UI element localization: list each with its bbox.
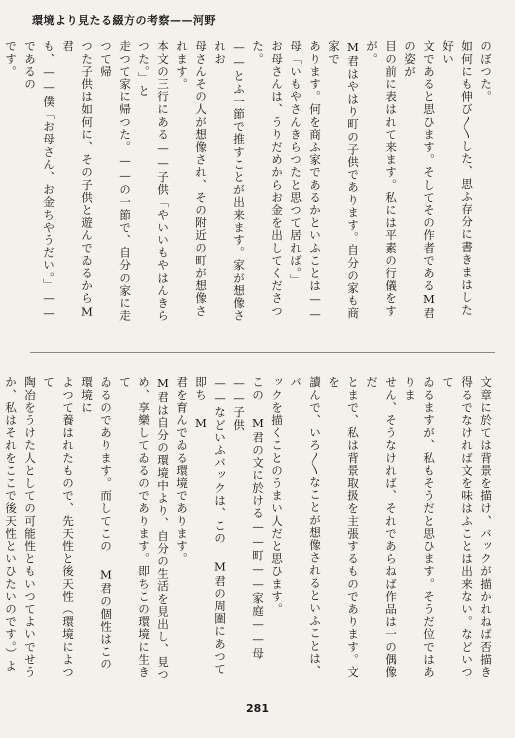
text-line: 目の前に表はれて来ます。私には平素の行儀をすが。 bbox=[365, 40, 398, 318]
text-line: 本文の三行にある——子供「やいいもやはんきらつた。」と bbox=[137, 40, 170, 322]
section-divider bbox=[30, 352, 495, 353]
text-line: ゐるますが、私もそうだと思ひます。そうだ位ではありま bbox=[403, 376, 436, 679]
text-line: です。 bbox=[4, 40, 18, 78]
text-line: 母さんその人が想像され、その附近の町が想像されます。 bbox=[175, 40, 208, 318]
text-line: ックを描くことのうまい人だと思ひます。 bbox=[270, 376, 284, 616]
text-line: つた子供は如何に、その子供と遊んでゐるからM君 bbox=[61, 40, 94, 320]
text-line: も、——僕「お母さん、お金ちやうだい。」——であるの bbox=[23, 40, 56, 321]
text-block-lower bbox=[4, 376, 495, 682]
running-header: 環境より見たる綴方の考察——河野 bbox=[32, 14, 216, 27]
text-line: お母さんは、うりだめからお金を出してくださつた。 bbox=[251, 40, 284, 318]
text-line: 讀んで、いろ〳〵なことが想像されるといふことは、バ bbox=[289, 376, 322, 678]
text-line: 走つて家に帰つた。——の一節で、自分の家に走つて帰 bbox=[99, 40, 132, 322]
page-number: 281 bbox=[246, 702, 269, 715]
text-line: この M君の文に於ける——町——家庭——母——子供 bbox=[232, 376, 265, 660]
text-line: 文章に於ては背景を描け、バックが描かれねば否描き bbox=[479, 376, 493, 679]
text-line: ——などいふバックは、この M君の周圍にあつて即ち M bbox=[194, 376, 227, 676]
text-line: とまで、私は背景取扱を主張するものであります。文を bbox=[327, 376, 360, 679]
text-line: ——とふ一節で推すことが出来ます。家が想像されお bbox=[213, 40, 246, 322]
text-line: せん、そうなければ、それであらねば作品は一の偶像だ bbox=[365, 376, 398, 679]
text-line: 得るでなければ文を味はふことは出来ない。などいつて bbox=[441, 376, 474, 679]
text-line: ゐるのであります。而してこの M君の個性はこの環境に bbox=[80, 376, 113, 671]
text-line: か、私はそれをここで後天性といひたいのです。）よ bbox=[4, 376, 18, 673]
text-line: のぼつた。 bbox=[479, 40, 493, 103]
text-line: 如何にも伸び〳〵した、思ふ存分に書きまはした好い bbox=[441, 40, 474, 317]
text-line bbox=[0, 40, 1, 322]
text-line: M君は自分の環境中より、自分の生活を見出し、見つ bbox=[156, 376, 170, 681]
text-line: 君を育んでゐる環境であります。 bbox=[175, 376, 189, 565]
text-line: M君はやはり町の子供であります。自分の家も商家で bbox=[327, 40, 360, 320]
text-line: め、享樂してゐるのであります。即ちこの環境に生きて bbox=[118, 376, 151, 679]
text-line: 陶冶をうけた人としての可能性ともいつてよいでせう bbox=[23, 376, 37, 679]
text-line: 母「いもやさんきらつたと思つて居れば。」 bbox=[289, 40, 303, 287]
text-line: 文であると思ひます。そしてその作者であるM君の姿が bbox=[403, 40, 436, 320]
text-line: あります。何を商ふ家であるかといふことは—— bbox=[308, 40, 322, 322]
text-block-upper bbox=[4, 40, 495, 322]
text-line: よつて養はれたもので、先天性と後天性（環境によつて bbox=[42, 376, 75, 679]
